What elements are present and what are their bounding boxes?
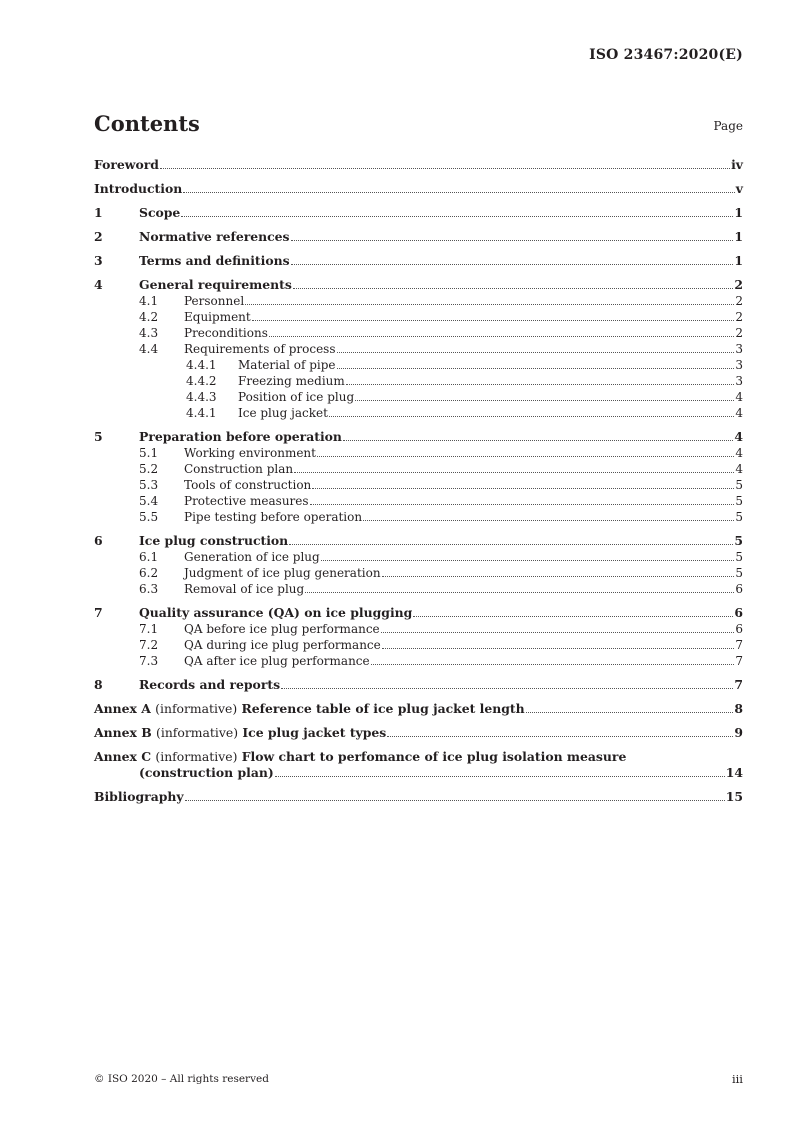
toc-entry-removal-of-ice-plug[interactable] [94, 580, 743, 596]
toc-entry-title: Material of pipe [238, 358, 336, 372]
toc-entry-title: Normative references [139, 229, 290, 244]
dot-leader [526, 712, 734, 713]
dot-leader [337, 368, 735, 369]
toc-entry-freezing-medium[interactable] [94, 372, 743, 388]
toc-entry-number: 4 [94, 277, 103, 292]
toc-entry-annex-a[interactable] [94, 700, 743, 716]
toc-entry-title: Generation of ice plug [184, 550, 320, 564]
toc-entry-page: 15 [725, 789, 743, 804]
document-id: ISO 23467:2020(E) [589, 47, 743, 63]
toc-entry-equipment[interactable] [94, 308, 743, 324]
dot-leader [181, 216, 733, 217]
toc-entry-title: Tools of construction [184, 478, 312, 492]
dot-leader [329, 416, 734, 417]
dot-leader [293, 288, 734, 289]
toc-entry-page: 3 [735, 358, 743, 372]
dot-leader [269, 336, 734, 337]
toc-entry-page: 4 [735, 390, 743, 404]
toc-entry-title: Freezing medium [238, 374, 345, 388]
dot-leader [294, 472, 734, 473]
toc-entry-ice-plug-construction[interactable] [94, 532, 743, 548]
toc-entry-records-and-reports[interactable] [94, 676, 743, 692]
dot-leader [321, 560, 735, 561]
page-column-label: Page [713, 119, 743, 133]
dot-leader [381, 632, 735, 633]
dot-leader [281, 688, 733, 689]
toc-entry-page: 5 [735, 494, 743, 508]
dot-leader [337, 352, 735, 353]
toc-entry-title: Scope [139, 205, 181, 220]
toc-entry-page: iv [731, 157, 743, 172]
dot-leader [291, 264, 734, 265]
toc-entry-number: 4.1 [139, 294, 159, 308]
toc-entry-title: QA after ice plug performance [184, 654, 370, 668]
toc-entry-qa-before[interactable] [94, 620, 743, 636]
toc-entry-number: 6.1 [139, 550, 159, 564]
toc-entry-page: 7 [734, 677, 743, 692]
toc-entry-annex-c[interactable] [94, 748, 743, 780]
toc-entry-title: Removal of ice plug [184, 582, 305, 596]
toc-entry-page: 5 [734, 533, 743, 548]
toc-entry-page: 7 [735, 654, 743, 668]
dot-leader [310, 504, 735, 505]
toc-entry-qa-during[interactable] [94, 636, 743, 652]
toc-entry-title [94, 725, 386, 740]
toc-entry-title: QA before ice plug performance [184, 622, 380, 636]
toc-entry-number: 7 [94, 605, 103, 620]
dot-leader [245, 304, 734, 305]
toc-entry-judgment-of-generation[interactable] [94, 564, 743, 580]
annex-label: Annex A [94, 701, 151, 716]
annex-title: Ice plug jacket types [242, 725, 387, 740]
toc-entry-scope[interactable] [94, 204, 743, 220]
annex-title: Flow chart to perfomance of ice plug isolation measure [241, 749, 627, 764]
toc-entry-page: 4 [735, 406, 743, 420]
toc-entry-page: 2 [735, 326, 743, 340]
toc-entry-title: Foreword [94, 157, 159, 172]
dot-leader [183, 192, 735, 193]
toc-entry-foreword[interactable] [94, 156, 743, 172]
toc-entry-preconditions[interactable] [94, 324, 743, 340]
dot-leader [275, 776, 725, 777]
toc-entry-page: 1 [734, 229, 743, 244]
toc-entry-pipe-testing[interactable] [94, 508, 743, 524]
annex-title-continued: (construction plan) [139, 765, 274, 780]
toc-entry-title: Terms and definitions [139, 253, 290, 268]
toc-entry-quality-assurance[interactable] [94, 604, 743, 620]
contents-title: Contents [94, 111, 200, 136]
toc-entry-page: 14 [725, 765, 743, 780]
toc-entry-material-of-pipe[interactable] [94, 356, 743, 372]
dot-leader [160, 168, 730, 169]
dot-leader [371, 664, 735, 665]
toc-entry-generation-of-ice-plug[interactable] [94, 548, 743, 564]
annex-kind: (informative) [155, 749, 238, 764]
toc-entry-number: 4.4.2 [186, 374, 217, 388]
dot-leader [185, 800, 725, 801]
annex-title: Reference table of ice plug jacket length [241, 701, 525, 716]
toc-entry-page: 7 [735, 638, 743, 652]
toc-entry-construction-plan[interactable] [94, 460, 743, 476]
toc-entry-page: 1 [734, 205, 743, 220]
toc-entry-page: 5 [735, 478, 743, 492]
toc-entry-title: Requirements of process [184, 342, 336, 356]
toc-entry-page: 8 [734, 701, 743, 716]
toc-entry-number: 5.5 [139, 510, 159, 524]
toc-entry-position-of-ice-plug[interactable] [94, 388, 743, 404]
dot-leader [343, 440, 733, 441]
toc-entry-number: 5.2 [139, 462, 159, 476]
toc-entry-page: 5 [735, 510, 743, 524]
table-of-contents [94, 150, 743, 804]
annex-kind: (informative) [155, 701, 238, 716]
toc-entry-title: QA during ice plug performance [184, 638, 381, 652]
toc-entry-page: 9 [734, 725, 743, 740]
toc-entry-page: 6 [735, 582, 743, 596]
toc-entry-number: 7.1 [139, 622, 159, 636]
toc-entry-tools-of-construction[interactable] [94, 476, 743, 492]
page-number: iii [731, 1072, 743, 1086]
toc-entry-number: 7.3 [139, 654, 159, 668]
dot-leader [291, 240, 734, 241]
annex-label: Annex C [94, 749, 152, 764]
toc-entry-title: Equipment [184, 310, 251, 324]
toc-entry-title: Preconditions [184, 326, 268, 340]
toc-entry-page: 1 [734, 253, 743, 268]
toc-entry-title: Preparation before operation [139, 429, 342, 444]
toc-entry-title: Introduction [94, 181, 183, 196]
toc-entry-number: 4.4.3 [186, 390, 217, 404]
dot-leader [382, 576, 735, 577]
toc-entry-title [94, 701, 525, 716]
toc-entry-title: Ice plug construction [139, 533, 289, 548]
toc-entry-number: 5 [94, 429, 103, 444]
toc-entry-title: Pipe testing before operation [184, 510, 363, 524]
toc-entry-title: Protective measures [184, 494, 309, 508]
dot-leader [346, 384, 735, 385]
dot-leader [317, 456, 734, 457]
toc-entry-title: Position of ice plug [238, 390, 355, 404]
toc-entry-page: 4 [734, 429, 743, 444]
toc-entry-title: Quality assurance (QA) on ice plugging [139, 605, 413, 620]
toc-entry-requirements-of-process[interactable] [94, 340, 743, 356]
toc-entry-number: 2 [94, 229, 103, 244]
toc-entry-title: Personnel [184, 294, 245, 308]
toc-entry-title: Records and reports [139, 677, 281, 692]
toc-entry-title: General requirements [139, 277, 292, 292]
toc-entry-qa-after[interactable] [94, 652, 743, 668]
toc-entry-number: 1 [94, 205, 103, 220]
toc-entry-page: 6 [734, 605, 743, 620]
toc-entry-title: Working environment [184, 446, 316, 460]
toc-entry-page: 2 [734, 277, 743, 292]
toc-entry-title: Judgment of ice plug generation [184, 566, 381, 580]
toc-entry-preparation-before-operation[interactable] [94, 428, 743, 444]
toc-entry-number: 4.4.1 [186, 358, 217, 372]
dot-leader [363, 520, 734, 521]
dot-leader [312, 488, 734, 489]
toc-entry-number: 6.2 [139, 566, 159, 580]
toc-entry-number: 8 [94, 677, 103, 692]
toc-entry-general-requirements[interactable] [94, 276, 743, 292]
toc-entry-terms-definitions[interactable] [94, 252, 743, 268]
dot-leader [382, 648, 735, 649]
toc-entry-protective-measures[interactable] [94, 492, 743, 508]
toc-entry-title: Ice plug jacket [238, 406, 328, 420]
toc-entry-page: 5 [735, 550, 743, 564]
toc-entry-annex-b[interactable] [94, 724, 743, 740]
toc-entry-number: 7.2 [139, 638, 159, 652]
toc-entry-number: 4.2 [139, 310, 159, 324]
dot-leader [252, 320, 735, 321]
dot-leader [355, 400, 734, 401]
toc-entry-page: 3 [735, 374, 743, 388]
toc-entry-page: 4 [735, 462, 743, 476]
toc-entry-number: 4.4 [139, 342, 159, 356]
toc-entry-title: Bibliography [94, 789, 184, 804]
annex-kind: (informative) [156, 725, 239, 740]
dot-leader [289, 544, 733, 545]
toc-entry-bibliography[interactable] [94, 788, 743, 804]
toc-entry-normative-references[interactable] [94, 228, 743, 244]
toc-entry-number: 4.3 [139, 326, 159, 340]
toc-entry-page: v [735, 181, 743, 196]
annex-label: Annex B [94, 725, 152, 740]
toc-entry-page: 3 [735, 342, 743, 356]
toc-entry-page: 2 [735, 310, 743, 324]
dot-leader [387, 736, 733, 737]
toc-entry-page: 6 [735, 622, 743, 636]
toc-entry-working-environment[interactable] [94, 444, 743, 460]
toc-entry-title: Construction plan [184, 462, 294, 476]
toc-entry-introduction[interactable] [94, 180, 743, 196]
toc-entry-page: 5 [735, 566, 743, 580]
copyright-notice: © ISO 2020 – All rights reserved [94, 1073, 269, 1085]
dot-leader [413, 616, 733, 617]
toc-entry-ice-plug-jacket[interactable] [94, 404, 743, 420]
toc-entry-number: 5.4 [139, 494, 159, 508]
toc-entry-number: 6 [94, 533, 103, 548]
toc-entry-number: 5.3 [139, 478, 159, 492]
toc-entry-personnel[interactable] [94, 292, 743, 308]
toc-entry-number: 5.1 [139, 446, 159, 460]
toc-entry-number: 3 [94, 253, 103, 268]
toc-entry-page: 4 [735, 446, 743, 460]
toc-entry-page: 2 [735, 294, 743, 308]
toc-entry-number: 6.3 [139, 582, 159, 596]
toc-entry-number: 4.4.1 [186, 406, 217, 420]
dot-leader [305, 592, 734, 593]
